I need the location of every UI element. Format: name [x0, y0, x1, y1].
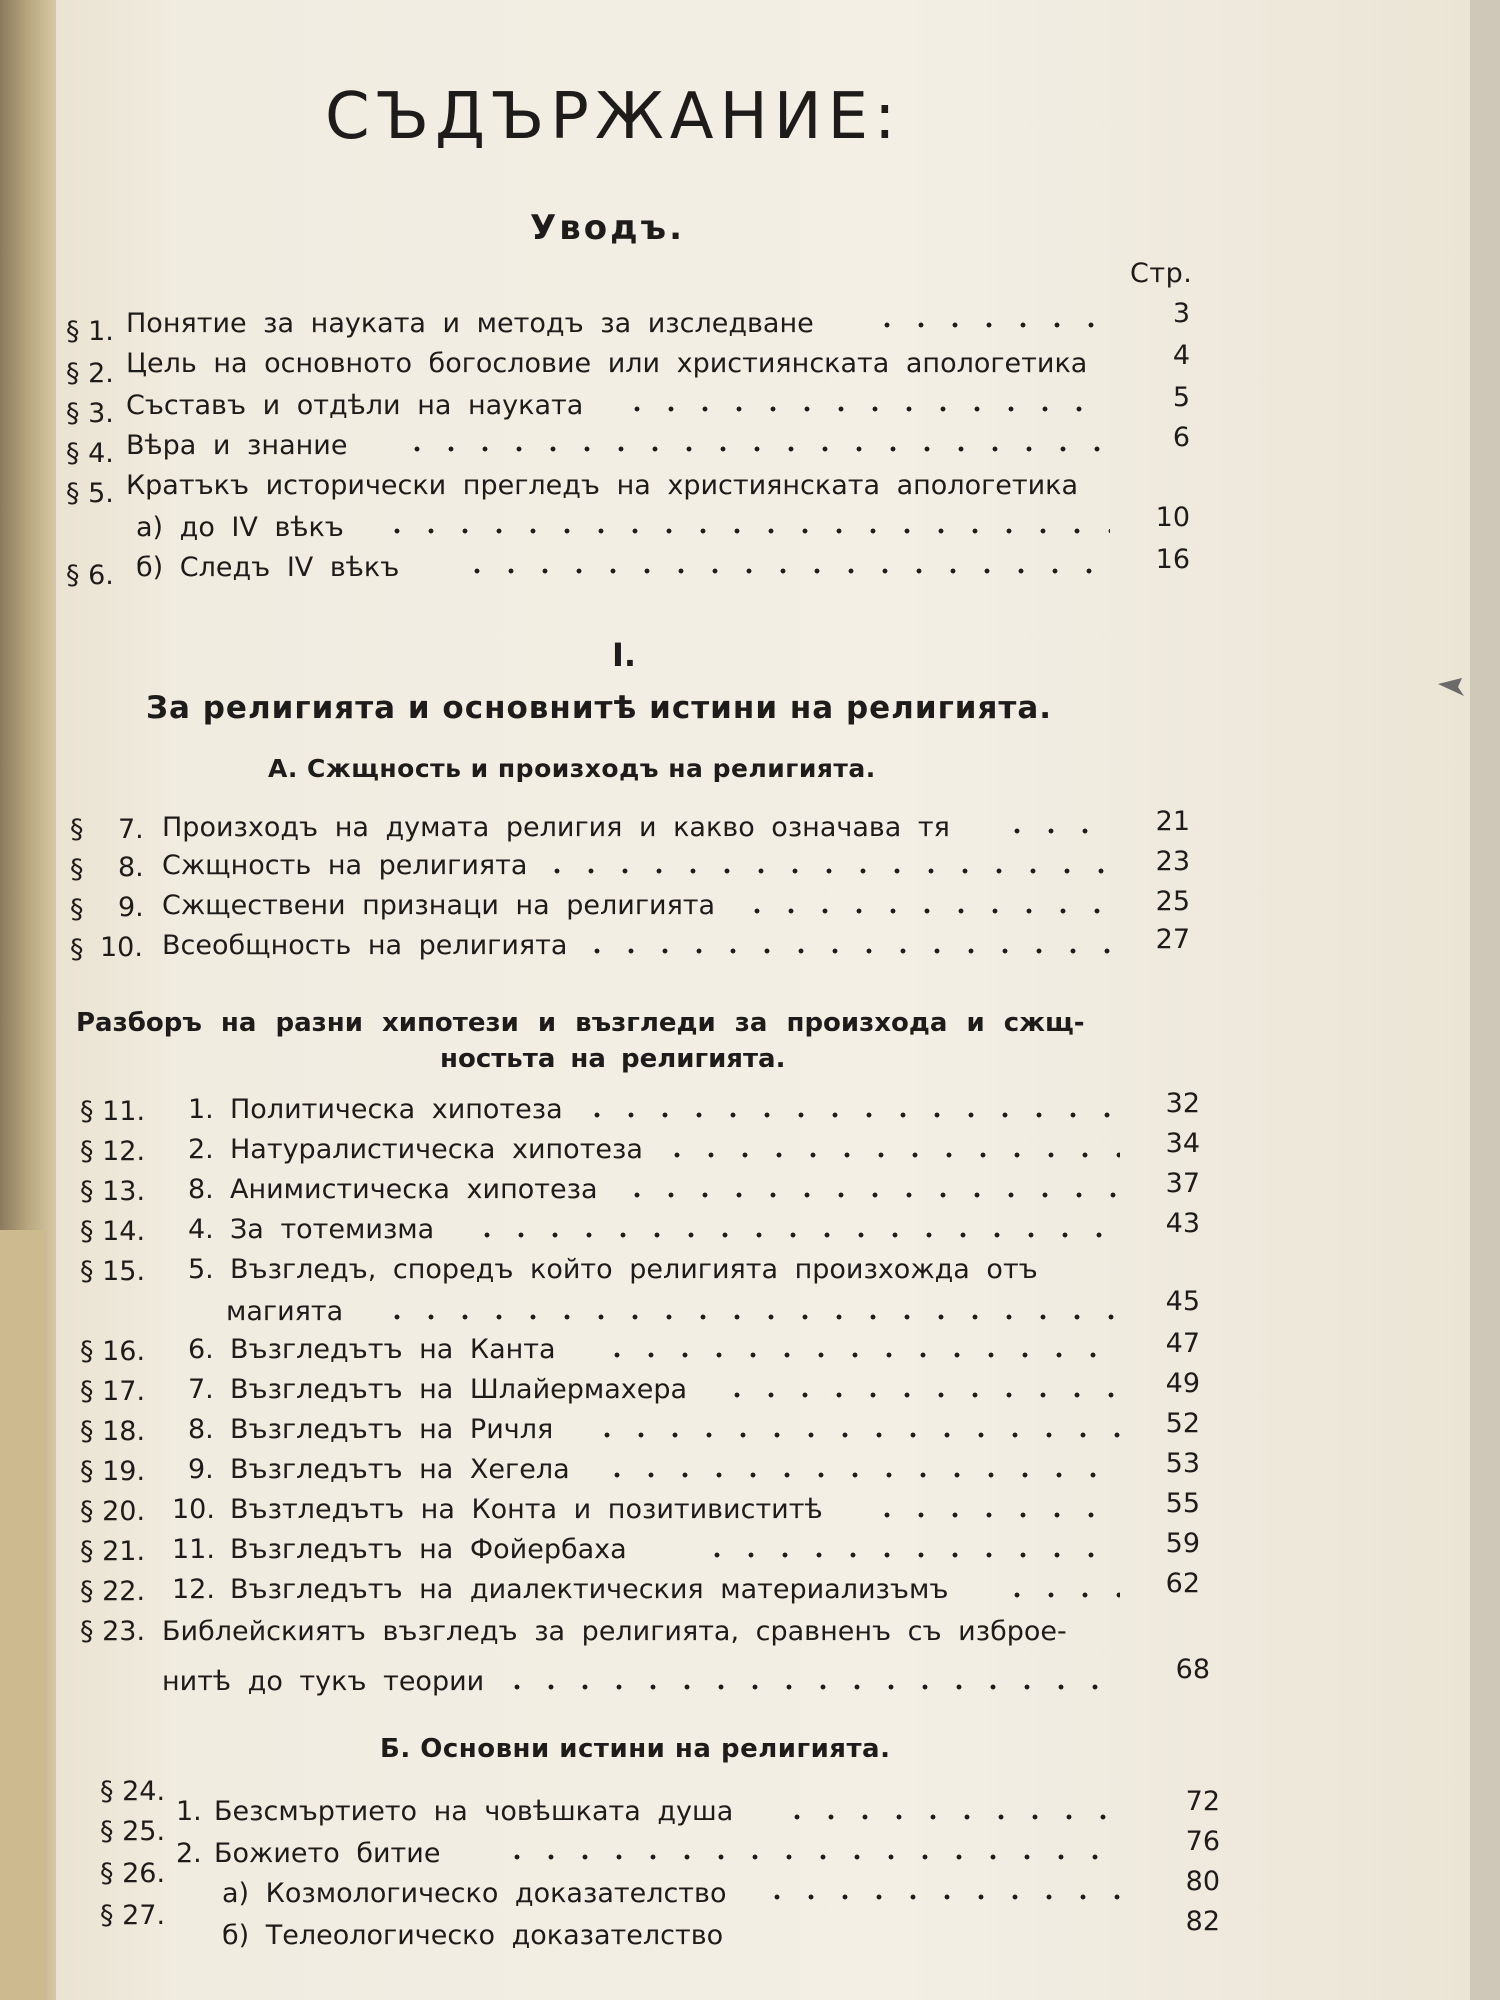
leader-dots	[580, 946, 1110, 956]
leader-dots	[590, 1430, 1120, 1440]
part-title: За религията и основнитѣ истини на религията.	[146, 690, 1053, 726]
leader-dots	[600, 1470, 1120, 1480]
page-number: 72	[1185, 1786, 1220, 1817]
section-sign: §	[70, 894, 84, 925]
section-number: § 14.	[80, 1216, 146, 1247]
entry-title: Възгледътъ на диалектическия материализъмъ	[230, 1574, 949, 1605]
leader-dots	[540, 866, 1110, 876]
section-number: § 20.	[80, 1496, 146, 1527]
item-number: 8.	[118, 852, 144, 883]
leader-dots	[700, 1550, 1120, 1560]
item-number: 8.	[188, 1174, 214, 1205]
page-number: 3	[1172, 298, 1190, 329]
item-number: 10.	[100, 932, 143, 963]
item-number: 5.	[188, 1254, 214, 1285]
leader-dots	[380, 1312, 1120, 1322]
leader-dots	[760, 1892, 1120, 1902]
leader-dots	[870, 1510, 1120, 1520]
item-number: 2.	[188, 1134, 214, 1165]
page-column-label: Стр.	[1130, 258, 1193, 289]
entry-title: а) до IV вѣкъ	[136, 512, 344, 543]
entry-title: Натуралистическа хипотеза	[230, 1134, 643, 1165]
part-numeral: I.	[612, 636, 637, 674]
page-number: 5	[1172, 382, 1190, 413]
page-number: 76	[1185, 1826, 1220, 1857]
item-number: 12.	[172, 1574, 215, 1605]
page-number: 62	[1165, 1568, 1200, 1599]
review-title-line1: Разборъ на разни хипотези и възгледи за произхода и сжщ-	[76, 1008, 1085, 1038]
entry-title: Вѣра и знание	[126, 430, 348, 461]
page-marker-icon	[1436, 676, 1466, 698]
page-number: 16	[1155, 544, 1190, 575]
subsection-a-title: А. Сжщность и произходъ на религията.	[268, 754, 876, 783]
leader-dots	[400, 444, 1110, 454]
intro-title: Уводъ.	[530, 208, 686, 248]
leader-dots	[1000, 1590, 1120, 1600]
entry-title: Кратъкъ исторически прегледъ на християнската апологетика	[126, 470, 1079, 501]
leader-dots	[600, 1350, 1120, 1360]
page-number: 43	[1165, 1208, 1200, 1239]
section-number: § 22.	[80, 1576, 146, 1607]
section-number: § 17.	[80, 1376, 146, 1407]
entry-title: Безсмъртието на човѣшката душа	[214, 1796, 734, 1827]
section-number: § 15.	[80, 1256, 146, 1287]
page-number: 53	[1165, 1448, 1200, 1479]
leader-dots	[660, 1150, 1120, 1160]
book-page	[40, 0, 1470, 2000]
leader-dots	[460, 566, 1110, 576]
section-number: § 5.	[66, 478, 114, 509]
entry-title: Анимистическа хипотеза	[230, 1174, 598, 1205]
entry-title: Възгледътъ на Ричля	[230, 1414, 554, 1445]
section-number: § 21.	[80, 1536, 146, 1567]
section-number: § 18.	[80, 1416, 146, 1447]
subsection-b-title: Б. Основни истини на религията.	[380, 1734, 891, 1764]
leader-dots	[620, 404, 1110, 414]
page-number: 37	[1165, 1168, 1200, 1199]
entry-title: Възгледъ, споредъ който религията произхожда отъ	[230, 1254, 1038, 1285]
entry-title: Произходъ на думата религия и какво означава тя	[162, 812, 950, 843]
page-number: 21	[1155, 806, 1190, 837]
entry-title: нитѣ до тукъ теории	[162, 1666, 485, 1697]
page-number: 52	[1165, 1408, 1200, 1439]
page-number: 23	[1155, 846, 1190, 877]
page-number: 49	[1165, 1368, 1200, 1399]
item-number: 1.	[176, 1796, 202, 1827]
entry-title: Понятие за науката и методъ за изследване	[126, 308, 814, 339]
page-number: 25	[1155, 886, 1190, 917]
page-number: 32	[1165, 1088, 1200, 1119]
previous-page-edge	[0, 1230, 46, 2000]
entry-title: Цель на основното богословие или християнската апологетика	[126, 348, 1088, 379]
section-number: § 12.	[80, 1136, 146, 1167]
item-number: 9.	[118, 892, 144, 923]
entry-title: Сжществени признаци на религията	[162, 890, 716, 921]
page-number: 55	[1165, 1488, 1200, 1519]
entry-title: Божието битие	[214, 1838, 441, 1869]
entry-title: Библейскиятъ възгледъ за религията, сравненъ съ изброе-	[162, 1616, 1067, 1647]
page-number: 6	[1172, 422, 1190, 453]
section-number: § 4.	[66, 438, 114, 469]
section-number: § 2.	[66, 358, 114, 389]
entry-title: б) Следъ IV вѣкъ	[136, 552, 400, 583]
page-number: 27	[1155, 924, 1190, 955]
leader-dots	[780, 1812, 1120, 1822]
section-sign: §	[70, 934, 84, 965]
leader-dots	[380, 526, 1110, 536]
leader-dots	[870, 320, 1110, 330]
entry-title: Възгледътъ на Фойербаха	[230, 1534, 627, 1565]
section-number: § 1.	[66, 316, 114, 347]
page-number: 34	[1165, 1128, 1200, 1159]
section-number: § 3.	[66, 398, 114, 429]
item-number: 7.	[118, 814, 144, 845]
entry-title: Възгледътъ на Шлайермахера	[230, 1374, 688, 1405]
section-number: § 26.	[100, 1858, 166, 1889]
page-number: 47	[1165, 1328, 1200, 1359]
section-number: § 13.	[80, 1176, 146, 1207]
section-number: § 19.	[80, 1456, 146, 1487]
section-number: § 6.	[66, 560, 114, 591]
review-title-line2: ностьта на религията.	[440, 1044, 786, 1074]
page-number: 82	[1185, 1906, 1220, 1937]
entry-title: Сжщность на религията	[162, 850, 528, 881]
page-number: 68	[1175, 1654, 1210, 1685]
leader-dots	[720, 1390, 1120, 1400]
entry-title: Всеобщность на религията	[162, 930, 568, 961]
item-number: 10.	[172, 1494, 215, 1525]
item-number: 8.	[188, 1414, 214, 1445]
entry-title: Възгледътъ на Канта	[230, 1334, 556, 1365]
item-number: 11.	[172, 1534, 215, 1565]
section-number: § 25.	[100, 1816, 166, 1847]
page-number: 10	[1155, 502, 1190, 533]
leader-dots	[1000, 826, 1110, 836]
page-number: 80	[1185, 1866, 1220, 1897]
section-sign: §	[70, 854, 84, 885]
entry-title: Съставъ и отдѣли на науката	[126, 390, 584, 421]
section-number: § 24.	[100, 1776, 166, 1807]
item-number: 7.	[188, 1374, 214, 1405]
leader-dots	[470, 1230, 1120, 1240]
leader-dots	[580, 1110, 1120, 1120]
section-number: § 27.	[100, 1900, 166, 1931]
entry-title: а) Козмологическо доказателство	[222, 1878, 727, 1909]
section-number: § 11.	[80, 1096, 146, 1127]
page-number: 4	[1172, 340, 1190, 371]
item-number: 2.	[176, 1838, 202, 1869]
item-number: 6.	[188, 1334, 214, 1365]
entry-title: магията	[226, 1296, 344, 1327]
entry-title: б) Телеологическо доказателство	[222, 1920, 724, 1951]
entry-title: Политическа хипотеза	[230, 1094, 563, 1125]
item-number: 4.	[188, 1214, 214, 1245]
section-number: § 16.	[80, 1336, 146, 1367]
page-number: 45	[1165, 1286, 1200, 1317]
leader-dots	[500, 1682, 1120, 1692]
page-number: 59	[1165, 1528, 1200, 1559]
entry-title: Възтледътъ на Конта и позитивиститѣ	[230, 1494, 823, 1525]
entry-title: За тотемизма	[230, 1214, 435, 1245]
section-number: § 23.	[80, 1616, 146, 1647]
section-sign: §	[70, 814, 84, 845]
leader-dots	[740, 906, 1110, 916]
entry-title: Възгледътъ на Хегела	[230, 1454, 570, 1485]
leader-dots	[620, 1190, 1120, 1200]
contents-heading: СЪДЪРЖАНИЕ:	[325, 80, 902, 154]
item-number: 1.	[188, 1094, 214, 1125]
item-number: 9.	[188, 1454, 214, 1485]
leader-dots	[500, 1852, 1120, 1862]
